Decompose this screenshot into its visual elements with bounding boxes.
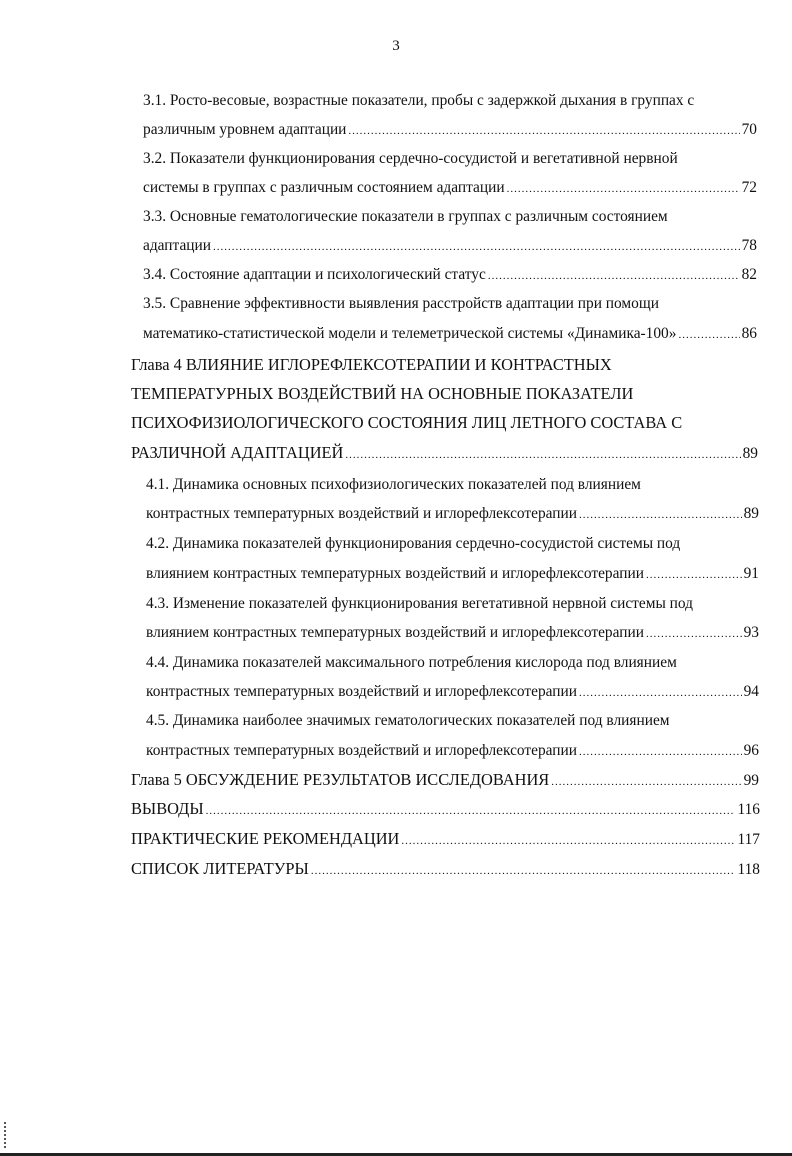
toc-entry-text: 4.1. Динамика основных психофизиологических показателей под влиянием xyxy=(146,476,641,493)
toc-entry-last-line xyxy=(146,564,759,585)
toc-entry-last-line xyxy=(131,770,759,792)
toc-page-number: 96 xyxy=(743,742,759,759)
dot-leader xyxy=(206,801,736,821)
dot-leader xyxy=(579,683,742,703)
page-number: 3 xyxy=(392,38,400,54)
toc-page-number: 70 xyxy=(741,121,757,138)
chapter-title-line: Глава 4 ВЛИЯНИЕ ИГЛОРЕФЛЕКСОТЕРАПИИ И КОНТРАСТНЫХ xyxy=(131,355,612,374)
toc-entry-last-line xyxy=(143,324,757,345)
toc-page-number: 117 xyxy=(737,831,760,848)
toc-entry-last-line xyxy=(146,682,759,703)
toc-entry-last-line xyxy=(143,178,757,199)
toc-entry-text: 4.5. Динамика наиболее значимых гематологических показателей под влиянием xyxy=(146,712,670,729)
toc-entry-text: 4.2. Динамика показателей функционирования сердечно-сосудистой системы под xyxy=(146,535,681,552)
toc-entry-text: 3.3. Основные гематологические показатели в группах с различным состоянием xyxy=(143,208,668,225)
toc-entry-last-line xyxy=(131,829,760,851)
toc-entry-last-line xyxy=(143,265,757,286)
toc-entry-text: 3.2. Показатели функционирования сердечно-сосудистой и вегетативной нервной xyxy=(143,150,678,167)
toc-page-number: 91 xyxy=(743,565,759,582)
toc-entry-text: математико-статистической модели и телеметрической системы «Динамика-100» xyxy=(143,325,677,342)
toc-entry-text: 3.1. Росто-весовые, возрастные показатели, пробы с задержкой дыхания в группах с xyxy=(143,92,695,109)
dot-leader xyxy=(678,325,739,345)
toc-entry-last-line xyxy=(143,120,757,141)
toc-page-number: 89 xyxy=(743,505,759,522)
toc-entry-text: 3.5. Сравнение эффективности выявления расстройств адаптации при помощи xyxy=(143,295,659,312)
toc-page-number: 116 xyxy=(737,801,760,818)
toc-entry-last-line xyxy=(146,741,759,762)
toc-page-number: 89 xyxy=(742,445,758,462)
dot-leader xyxy=(579,505,742,525)
chapter-title-line: Глава 5 ОБСУЖДЕНИЕ РЕЗУЛЬТАТОВ ИССЛЕДОВАНИЯ xyxy=(131,770,550,789)
toc-entry-text: контрастных температурных воздействий и иглорефлексотерапии xyxy=(146,683,578,700)
dot-leader xyxy=(579,742,742,762)
toc-entry-text: системы в группах с различным состоянием адаптации xyxy=(143,179,505,196)
dot-leader xyxy=(507,179,740,199)
toc-page-number: 94 xyxy=(743,683,759,700)
toc-entry-last-line xyxy=(146,623,759,644)
dot-leader xyxy=(345,445,740,465)
toc-entry-text: 4.3. Изменение показателей функционирования вегетативной нервной системы под xyxy=(146,595,693,612)
toc-entry-text: влиянием контрастных температурных воздействий и иглорефлексотерапии xyxy=(146,624,644,641)
dot-leader xyxy=(488,266,740,286)
toc-page-number: 99 xyxy=(743,772,759,789)
toc-page-number: 78 xyxy=(741,237,757,254)
chapter-title-line: ТЕМПЕРАТУРНЫХ ВОЗДЕЙСТВИЙ НА ОСНОВНЫЕ ПОКАЗАТЕЛИ xyxy=(131,384,634,403)
chapter-title-line: ПСИХОФИЗИОЛОГИЧЕСКОГО СОСТОЯНИЯ ЛИЦ ЛЕТНОГО СОСТАВА С xyxy=(131,413,683,432)
dot-leader xyxy=(646,565,742,585)
dot-leader xyxy=(348,121,739,141)
toc-entry-text: различным уровнем адаптации xyxy=(143,121,347,138)
toc-entry-text: 3.4. Состояние адаптации и психологический статус xyxy=(143,266,486,283)
dot-leader xyxy=(311,861,736,881)
toc-entry-last-line xyxy=(131,799,760,821)
toc-entry-last-line xyxy=(143,236,757,257)
scan-specks xyxy=(4,1122,10,1148)
section-title: ВЫВОДЫ xyxy=(131,799,204,818)
chapter-title-line: РАЗЛИЧНОЙ АДАПТАЦИЕЙ xyxy=(131,443,344,462)
toc-entry-text: 4.4. Динамика показателей максимального потребления кислорода под влиянием xyxy=(146,654,677,671)
dot-leader xyxy=(401,831,735,851)
section-title: ПРАКТИЧЕСКИЕ РЕКОМЕНДАЦИИ xyxy=(131,829,400,848)
dot-leader xyxy=(646,624,742,644)
toc-page-number: 86 xyxy=(741,325,757,342)
dot-leader xyxy=(213,237,740,257)
toc-entry-text: влиянием контрастных температурных воздействий и иглорефлексотерапии xyxy=(146,565,644,582)
toc-page-number: 118 xyxy=(737,861,760,878)
toc-page-number: 72 xyxy=(741,179,757,196)
toc-entry-text: адаптации xyxy=(143,237,211,254)
toc-entry-last-line xyxy=(146,504,759,525)
toc-page-number: 93 xyxy=(743,624,759,641)
toc-entry-last-line xyxy=(131,859,760,881)
section-title: СПИСОК ЛИТЕРАТУРЫ xyxy=(131,859,309,878)
toc-entry-text: контрастных температурных воздействий и иглорефлексотерапии xyxy=(146,742,578,759)
toc-entry-last-line xyxy=(131,443,758,465)
dot-leader xyxy=(551,772,741,792)
toc-entry-text: контрастных температурных воздействий и иглорефлексотерапии xyxy=(146,505,578,522)
toc-page-number: 82 xyxy=(741,266,757,283)
